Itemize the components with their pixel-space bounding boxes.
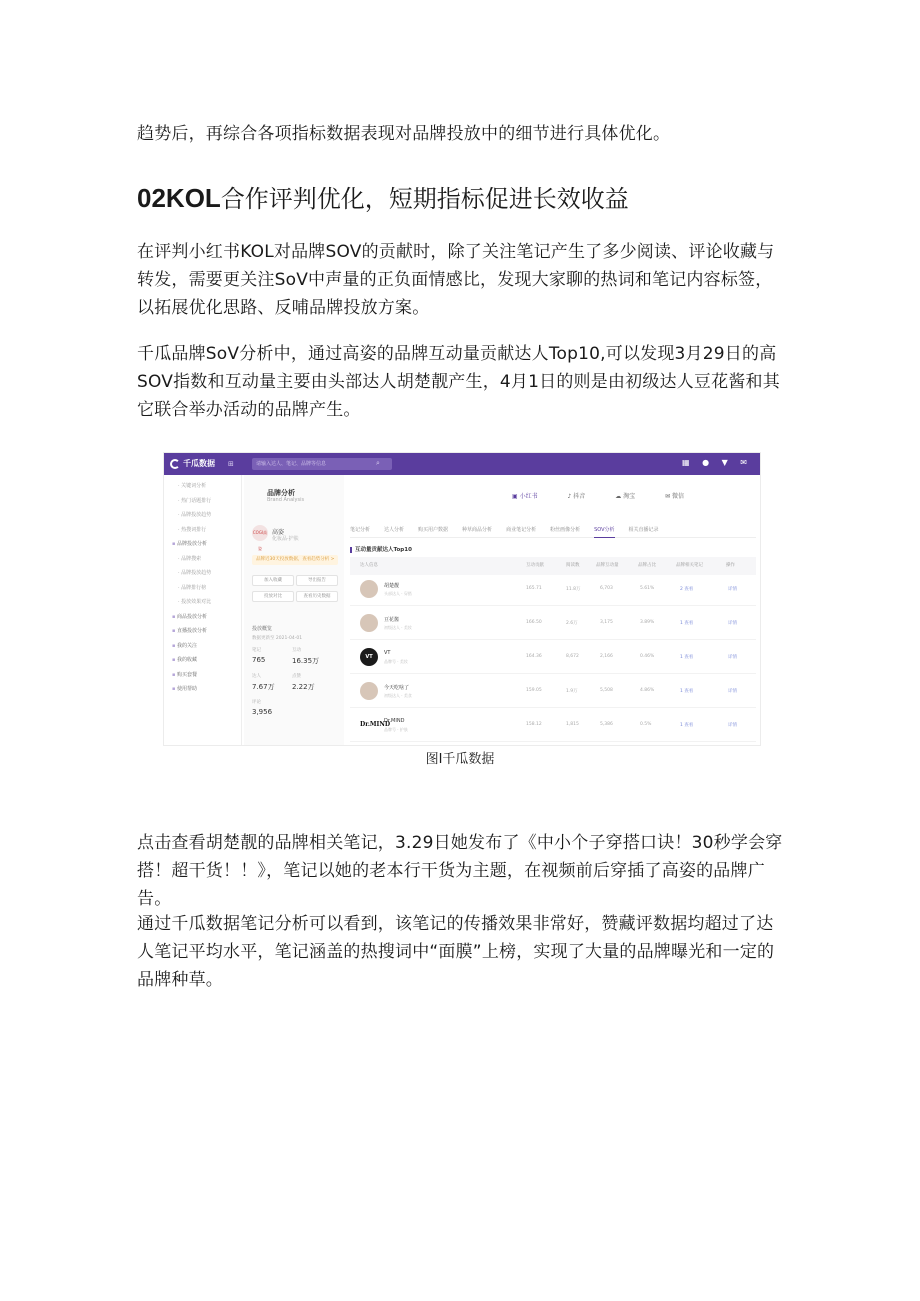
search-input[interactable]: 请输入达人、笔记、品牌等信息 — [252, 458, 392, 470]
kol-tag: 初级达人 · 美食 — [384, 693, 412, 698]
paragraph-intro: 趋势后，再综合各项指标数据表现对品牌投放中的细节进行具体优化。 — [137, 124, 671, 144]
paragraph-qiangua-analysis: 千瓜品牌SoV分析中，通过高姿的品牌互动量贡献达人Top10,可以发现3月29日的高SOV指数和互动量主要由头部达人胡楚靓产生，4月1日的则是由初级达人豆花酱和其它联合举办活动的品牌产生。 — [137, 344, 780, 420]
search-icon[interactable]: ⌕ — [376, 459, 380, 467]
compare-button[interactable]: 投放对比 — [252, 591, 294, 602]
kol-tag: 品牌号 · 美妆 — [384, 659, 408, 664]
cell-v1: 166.50 — [526, 620, 542, 625]
cell-v3: 3,175 — [600, 620, 613, 625]
brand-name: 高姿 — [272, 529, 285, 536]
platform-taobao[interactable]: ☁ 淘宝 — [615, 493, 636, 500]
sidebar-item[interactable]: ▪ 购买套餐 — [164, 668, 241, 683]
history-button[interactable]: 查看历史数据 — [296, 591, 338, 602]
table-row — [350, 575, 756, 606]
figure-caption: 图I千瓜数据 — [425, 752, 495, 767]
logo-icon — [170, 459, 180, 469]
metric-label-comments: 评论 — [252, 700, 261, 705]
menu-grid-icon[interactable]: ⊞ — [228, 460, 234, 468]
topbar — [164, 453, 760, 475]
brand-panel-subtitle: Brand Analysis — [267, 497, 305, 503]
tab-6[interactable]: SOV分析 — [594, 523, 614, 538]
kol-avatar[interactable]: VT — [360, 648, 378, 666]
tab-0[interactable]: 笔记分析 — [350, 527, 371, 533]
sidebar-item[interactable]: · 热门话题排行 — [178, 497, 212, 504]
metric-label-likes: 点赞 — [292, 674, 301, 679]
metric-label-notes: 笔记 — [252, 648, 261, 653]
cell-v1: 164.36 — [526, 654, 542, 659]
sidebar-item[interactable]: · 品牌投放趋势 — [178, 512, 212, 518]
cell-v3: 5,386 — [600, 722, 613, 727]
platform-switcher — [512, 491, 712, 500]
platform-wechat[interactable]: ✉ 微信 — [665, 493, 685, 500]
paragraph-note-effect: 通过千瓜数据笔记分析可以看到，该笔记的传播效果非常好，赞藏评数据均超过了达人笔记平均水平，笔记涵盖的热搜词中“面膜”上榜，实现了大量的品牌曝光和一定的品牌种草。 — [137, 914, 775, 990]
col-actions: 操作 — [726, 563, 735, 568]
overview-update-date: 数据更新至 2021-04-01 — [252, 636, 303, 641]
col-brand-notes: 品牌相关笔记 — [676, 563, 703, 568]
overview-label: 投放概览 — [252, 626, 273, 632]
sidebar-item[interactable]: ▪ 直播投放分析 — [164, 624, 241, 639]
cell-v3: 2,166 — [600, 654, 613, 659]
tab-7[interactable]: 相关直播记录 — [628, 527, 659, 533]
sidebar-item[interactable]: · 投放效果对比 — [178, 599, 212, 605]
cell-link[interactable]: 1 查看 — [680, 723, 694, 728]
cell-v3: 5,508 — [600, 688, 613, 693]
qiangua-screenshot — [163, 452, 761, 746]
table-row — [350, 711, 756, 742]
app-logo[interactable]: 千瓜数据 — [170, 458, 215, 469]
metric-label-interactions: 互动 — [292, 648, 301, 653]
col-reads[interactable]: 阅读数 — [566, 563, 580, 568]
brand-panel-title: 品牌分析 — [267, 489, 295, 497]
cell-op[interactable]: 详情 — [728, 655, 737, 660]
kol-avatar[interactable] — [360, 682, 378, 700]
brand-logo: COGI高姿 — [252, 525, 268, 541]
col-contribution[interactable]: 互动贡献 — [526, 563, 544, 568]
tab-2[interactable]: 购买用户数据 — [418, 527, 449, 533]
cell-link[interactable]: 1 查看 — [680, 689, 694, 694]
cell-op[interactable]: 详情 — [728, 689, 737, 694]
sidebar-item[interactable]: · 品牌排行榜 — [178, 584, 207, 591]
tab-4[interactable]: 商业笔记分析 — [506, 527, 537, 533]
table-title: 互动量贡献达人Top10 — [350, 545, 412, 553]
sidebar-item[interactable]: ▪ 我的收藏 — [164, 653, 241, 668]
table-row — [350, 609, 756, 640]
kol-avatar[interactable]: Dr.MIND — [360, 716, 378, 734]
sidebar-item[interactable]: · 关键词分析 — [178, 483, 207, 489]
table-header — [350, 557, 756, 575]
cell-v4: 3.89% — [640, 620, 655, 625]
sidebar-item[interactable]: · 品牌投放趋势 — [178, 570, 212, 576]
favorite-button[interactable]: 加入收藏 — [252, 575, 294, 586]
kol-name[interactable]: 豆花酱 — [384, 617, 400, 623]
cell-v1: 165.71 — [526, 586, 542, 591]
sidebar-item[interactable]: ▪ 我的关注 — [164, 639, 241, 654]
metric-value-comments: 3,956 — [252, 708, 273, 716]
main-content — [344, 475, 760, 745]
platform-douyin[interactable]: ♪ 抖音 — [567, 493, 586, 500]
export-report-button[interactable]: 导出报告 — [296, 575, 338, 586]
metric-value-interactions: 16.35万 — [292, 657, 320, 665]
sidebar-item[interactable]: · 品牌搜索 — [178, 555, 202, 562]
kol-avatar[interactable] — [360, 614, 378, 632]
brand-trend-badge[interactable]: 品牌近30天投放数据，查看趋势分析 > — [252, 555, 338, 565]
analysis-tabs — [350, 523, 756, 538]
cell-v2: 1.9万 — [566, 689, 578, 694]
sidebar-item[interactable]: ▪ 商品投放分析 — [164, 610, 241, 625]
col-kol: 达人信息 — [360, 563, 378, 568]
tab-1[interactable]: 达人分析 — [384, 527, 405, 533]
kol-name[interactable]: VT — [384, 650, 391, 656]
cell-link[interactable]: 1 查看 — [680, 621, 694, 626]
col-brand-interactions[interactable]: 品牌互动量 — [596, 563, 619, 568]
cell-v4: 0.46% — [640, 654, 655, 659]
kol-tag: 初级达人 · 美妆 — [384, 625, 412, 630]
platform-xiaohongshu[interactable]: ▣ 小红书 — [512, 493, 538, 500]
kol-tag: 品牌号 · 护肤 — [384, 727, 408, 732]
kol-tag: 头部达人 · 穿搭 — [384, 591, 412, 596]
cell-v1: 159.05 — [526, 688, 542, 693]
cell-v1: 158.12 — [526, 722, 542, 727]
cell-op[interactable]: 详情 — [728, 587, 737, 592]
brand-panel — [244, 475, 345, 745]
cell-op[interactable]: 详情 — [728, 621, 737, 626]
metric-value-notes: 765 — [252, 656, 266, 664]
cell-v4: 4.86% — [640, 688, 655, 693]
cell-v4: 0.5% — [640, 722, 652, 727]
cell-link[interactable]: 1 查看 — [680, 655, 694, 660]
cell-v2: 11.8万 — [566, 587, 581, 592]
kol-name[interactable]: Dr.MIND — [384, 718, 405, 724]
kol-avatar[interactable] — [360, 580, 378, 598]
col-brand-share[interactable]: 品牌占比 — [638, 563, 656, 568]
cell-op[interactable]: 详情 — [728, 723, 737, 728]
metric-label-kols: 达人 — [252, 674, 261, 679]
sidebar — [164, 475, 242, 745]
cell-link[interactable]: 2 查看 — [680, 587, 694, 592]
paragraph-note-detail: 点击查看胡楚靓的品牌相关笔记，3.29日她发布了《中小个子穿搭口诀！30秒学会穿搭！超干货！！》，笔记以她的老本行干货为主题，在视频前后穿插了高姿的品牌广告。 — [137, 833, 783, 909]
cell-v2: 2.6万 — [566, 621, 578, 626]
cell-v2: 8,672 — [566, 654, 579, 659]
toolbar-icons[interactable]: ▦ ● ▼ ✉ — [681, 458, 752, 467]
brand-category: 化妆品·护肤 — [272, 536, 299, 542]
cell-v4: 5.61% — [640, 586, 655, 591]
metric-value-likes: 2.22万 — [292, 683, 315, 691]
table-row — [350, 643, 756, 674]
heading-rest: 合作评判优化，短期指标促进长效收益 — [220, 185, 629, 213]
sidebar-item[interactable]: · 热搜词排行 — [178, 526, 207, 533]
sidebar-item[interactable]: ▪ 品牌投放分析 — [164, 537, 241, 552]
heading-bold: 02KOL — [137, 183, 221, 213]
tab-3[interactable]: 种草商品分析 — [462, 527, 493, 533]
metric-value-kols: 7.67万 — [252, 683, 275, 691]
cell-v3: 6,703 — [600, 586, 613, 591]
paragraph-kol-sov: 在评判小红书KOL对品牌SOV的贡献时，除了关注笔记产生了多少阅读、评论收藏与转发，需要更关注SoV中声量的正负面情感比，发现大家聊的热词和笔记内容标签，以拓展优化思路、反哺品牌投放方案。 — [137, 242, 775, 318]
kol-name[interactable]: 胡楚靓 — [384, 583, 400, 589]
table-row — [350, 677, 756, 708]
section-heading — [137, 180, 787, 217]
tab-5[interactable]: 粉丝画像分析 — [550, 527, 581, 533]
kol-name[interactable]: 今天吃啥了 — [384, 685, 410, 691]
cell-v2: 1,815 — [566, 722, 579, 727]
sidebar-item[interactable]: ▪ 使用帮助 — [164, 682, 241, 697]
